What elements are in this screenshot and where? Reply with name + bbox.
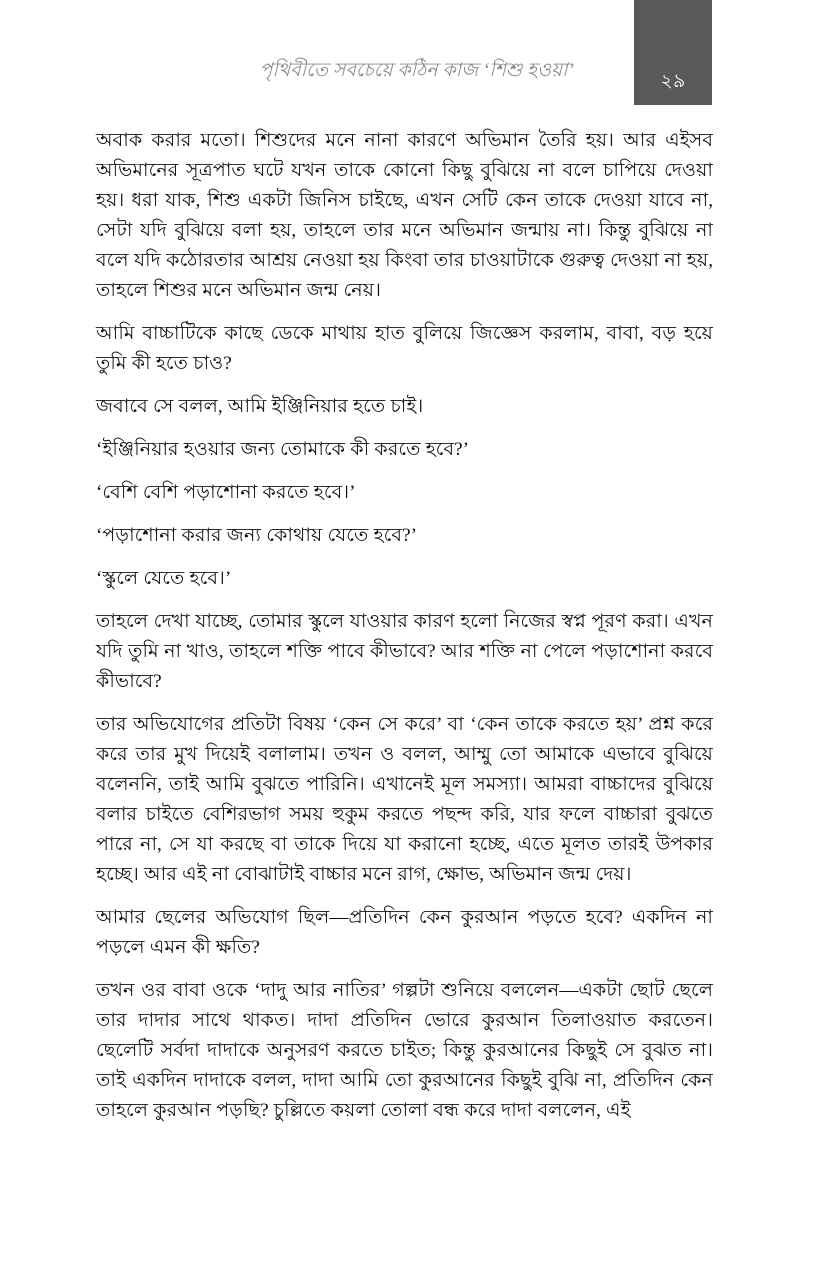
paragraph: অবাক করার মতো। শিশুদের মনে নানা কারণে অভিমান তৈরি হয়। আর এইসব অভিমানের সূত্রপাত ঘটে যখন তাকে কোনো কিছু বুঝিয়ে না বলে চাপিয়ে দেওয়া হয়। ধরা যাক, শিশু একটা জিনিস চাইছে, এখন সেটি কেন তাকে দেওয়া যাবে না, সেটা যদি বুঝিয়ে বলা হয়, তাহলে তার মনে অভিমান জন্মায় না। কিন্তু বুঝিয়ে না বলে যদি কঠোরতার আশ্রয় নেওয়া হয় কিংবা তার চাওয়াটাকে গুরুত্ব দেওয়া না হয়, তাহলে শিশুর মনে অভিমান জন্ম নেয়। (96, 130, 713, 301)
paragraph: তাহলে দেখা যাচ্ছে, তোমার স্কুলে যাওয়ার কারণ হলো নিজের স্বপ্ন পূরণ করা। এখন যদি তুমি না খাও, তাহলে শক্তি পাবে কীভাবে? আর শক্তি না পেলে পড়াশোনা করবে কীভাবে? (96, 611, 713, 692)
page-number: ২৯ (660, 71, 686, 92)
dialogue-line: ‘পড়াশোনা করার জন্য কোথায় যেতে হবে?’ (96, 525, 417, 546)
page-number-badge (634, 0, 712, 105)
dialogue-line: ‘বেশি বেশি পড়াশোনা করতে হবে।’ (96, 482, 356, 503)
body-text-column (96, 126, 713, 1126)
paragraph: তার অভিযোগের প্রতিটা বিষয় ‘কেন সে করে’ বা ‘কেন তাকে করতে হয়’ প্রশ্ন করে করে তার মুখ দিয়েই বলালাম। তখন ও বলল, আম্মু তো আমাকে এভাবে বুঝিয়ে বলেননি, তাই আমি বুঝতে পারিনি। এখানেই মূল সমস্যা। আমরা বাচ্চাদের বুঝিয়ে বলার চাইতে বেশিরভাগ সময় হুকুম করতে পছন্দ করি, যার ফলে বাচ্চারা বুঝতে পারে না, সে যা করছে বা তাকে দিয়ে যা করানো হচ্ছে, এতে মূলত তারই উপকার হচ্ছে। আর এই না বোঝাটাই বাচ্চার মনে রাগ, ক্ষোভ, অভিমান জন্ম দেয়। (96, 714, 713, 885)
paragraph: আমি বাচ্চাটিকে কাছে ডেকে মাথায় হাত বুলিয়ে জিজ্ঞেস করলাম, বাবা, বড় হয়ে তুমি কী হতে চাও? (96, 323, 713, 374)
paragraph: জবাবে সে বলল, আমি ইঞ্জিনিয়ার হতে চাই। (96, 396, 424, 417)
paragraph: তখন ওর বাবা ওকে ‘দাদু আর নাতির’ গল্পটা শুনিয়ে বললেন—একটা ছোট ছেলে তার দাদার সাথে থাকত। দাদা প্রতিদিন ভোরে কুরআন তিলাওয়াত করতেন। ছেলেটি সর্বদা দাদাকে অনুসরণ করতে চাইত; কিন্তু কুরআনের কিছুই সে বুঝত না। তাই একদিন দাদাকে বলল, দাদা আমি তো কুরআনের কিছুই বুঝি না, প্রতিদিন কেন তাহলে কুরআন পড়ছি? চুল্লিতে কয়লা তোলা বন্ধ করে দাদা বললেন, এই (96, 980, 713, 1121)
running-head-title: পৃথিবীতে সবচেয়ে কঠিন কাজ ‘শিশু হওয়া’ (259, 60, 574, 81)
dialogue-line: ‘ইঞ্জিনিয়ার হওয়ার জন্য তোমাকে কী করতে হবে?’ (96, 439, 470, 460)
paragraph: আমার ছেলের অভিযোগ ছিল—প্রতিদিন কেন কুরআন পড়তে হবে? একদিন না পড়লে এমন কী ক্ষতি? (96, 907, 713, 958)
page-header (0, 0, 822, 106)
dialogue-line: ‘স্কুলে যেতে হবে।’ (96, 568, 232, 589)
